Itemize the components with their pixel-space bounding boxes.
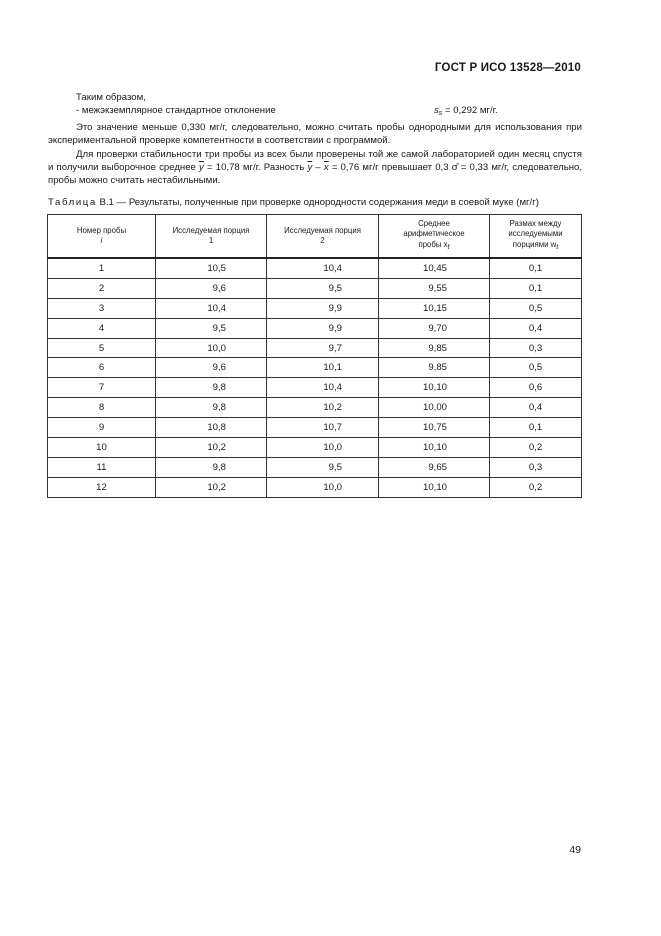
cell-portion-2: 10,1 — [267, 358, 379, 378]
cell-mean: 9,85 — [379, 338, 490, 358]
table-caption: Таблица В.1 — Результаты, полученные при проверке однородности содержания меди в соевой муке (мг/г) — [48, 197, 539, 208]
cell-range: 0,5 — [490, 298, 582, 318]
cell-portion-2: 10,0 — [267, 438, 379, 458]
cell-portion-2: 10,0 — [267, 477, 379, 497]
table-row — [48, 298, 582, 318]
cell-range: 0,2 — [490, 438, 582, 458]
body-text — [48, 91, 582, 188]
cell-mean: 10,10 — [379, 477, 490, 497]
cell-sample-number: 1 — [48, 258, 156, 278]
table-body — [48, 258, 582, 497]
cell-portion-1: 10,2 — [156, 438, 267, 458]
cell-portion-1: 10,0 — [156, 338, 267, 358]
cell-portion-2: 10,2 — [267, 398, 379, 418]
cell-portion-2: 9,9 — [267, 318, 379, 338]
cell-portion-1: 10,8 — [156, 418, 267, 438]
cell-range: 0,5 — [490, 358, 582, 378]
cell-range: 0,1 — [490, 418, 582, 438]
cell-sample-number: 9 — [48, 418, 156, 438]
header-portion-1: Исследуемая порция 1 — [156, 215, 267, 259]
cell-portion-1: 9,6 — [156, 358, 267, 378]
cell-mean: 10,10 — [379, 438, 490, 458]
cell-portion-1: 9,8 — [156, 398, 267, 418]
cell-range: 0,3 — [490, 338, 582, 358]
cell-portion-1: 10,2 — [156, 477, 267, 497]
table-row — [48, 438, 582, 458]
cell-range: 0,4 — [490, 318, 582, 338]
homogeneity-paragraph: Это значение меньше 0,330 мг/г, следовательно, можно считать пробы однородными для использования при экспериментальной проверке компетентности в соответствии с программой. — [48, 121, 582, 147]
stability-paragraph: Для проверки стабильности три пробы из всех были проверены той же самой лабораторией один месяц спустя и получили выборочное среднее $\overline{y} = 10,78$ мг/г. Разность $\overline{y} - \overline{x} = 0,76$ мг/г превышает 0,3 σ̂ = 0,33 мг/г, следовательно, пробы можно считать нестабильными. — [48, 148, 582, 187]
cell-portion-1: 10,5 — [156, 258, 267, 278]
table-row — [48, 457, 582, 477]
cell-sample-number: 2 — [48, 278, 156, 298]
cell-sample-number: 10 — [48, 438, 156, 458]
cell-portion-2: 9,9 — [267, 298, 379, 318]
cell-range: 0,4 — [490, 398, 582, 418]
cell-sample-number: 11 — [48, 457, 156, 477]
std-deviation-line — [48, 104, 582, 120]
cell-portion-2: 10,4 — [267, 258, 379, 278]
results-table — [47, 214, 582, 498]
cell-portion-2: 9,5 — [267, 278, 379, 298]
cell-mean: 9,70 — [379, 318, 490, 338]
cell-sample-number: 6 — [48, 358, 156, 378]
cell-mean: 9,55 — [379, 278, 490, 298]
cell-portion-1: 9,8 — [156, 457, 267, 477]
cell-mean: 9,65 — [379, 457, 490, 477]
cell-range: 0,1 — [490, 258, 582, 278]
table-row — [48, 378, 582, 398]
cell-sample-number: 5 — [48, 338, 156, 358]
cell-range: 0,6 — [490, 378, 582, 398]
std-deviation-label: - межэкземплярное стандартное отклонение — [76, 105, 276, 117]
cell-sample-number: 3 — [48, 298, 156, 318]
cell-sample-number: 8 — [48, 398, 156, 418]
cell-mean: 10,10 — [379, 378, 490, 398]
header-portion-2: Исследуемая порция 2 — [267, 215, 379, 259]
cell-mean: 10,00 — [379, 398, 490, 418]
cell-portion-2: 10,7 — [267, 418, 379, 438]
page-number: 49 — [569, 844, 581, 856]
table-row — [48, 318, 582, 338]
table-row — [48, 477, 582, 497]
cell-portion-1: 9,5 — [156, 318, 267, 338]
header-mean: Среднее арифметическое пробы xt — [379, 215, 490, 259]
table-row — [48, 338, 582, 358]
header-range: Размах между исследуемыми порциями wt — [490, 215, 582, 259]
cell-portion-2: 10,4 — [267, 378, 379, 398]
table-row — [48, 418, 582, 438]
document-header: ГОСТ Р ИСО 13528—2010 — [434, 62, 581, 74]
cell-sample-number: 4 — [48, 318, 156, 338]
cell-sample-number: 12 — [48, 477, 156, 497]
cell-portion-1: 9,6 — [156, 278, 267, 298]
cell-portion-1: 9,8 — [156, 378, 267, 398]
cell-range: 0,2 — [490, 477, 582, 497]
cell-mean: 10,75 — [379, 418, 490, 438]
std-deviation-value: $s_s = 0,292$ мг/г. — [434, 105, 498, 118]
cell-mean: 10,15 — [379, 298, 490, 318]
cell-mean: 10,45 — [379, 258, 490, 278]
cell-portion-2: 9,7 — [267, 338, 379, 358]
table-row — [48, 398, 582, 418]
table-row — [48, 358, 582, 378]
table-header-row — [48, 215, 582, 259]
cell-range: 0,3 — [490, 457, 582, 477]
table-row — [48, 278, 582, 298]
cell-portion-2: 9,5 — [267, 457, 379, 477]
cell-range: 0,1 — [490, 278, 582, 298]
cell-portion-1: 10,4 — [156, 298, 267, 318]
header-sample-number: Номер пробы i — [48, 215, 156, 259]
table-row — [48, 258, 582, 278]
intro-line: Таким образом, — [76, 92, 146, 103]
cell-mean: 9,85 — [379, 358, 490, 378]
cell-sample-number: 7 — [48, 378, 156, 398]
